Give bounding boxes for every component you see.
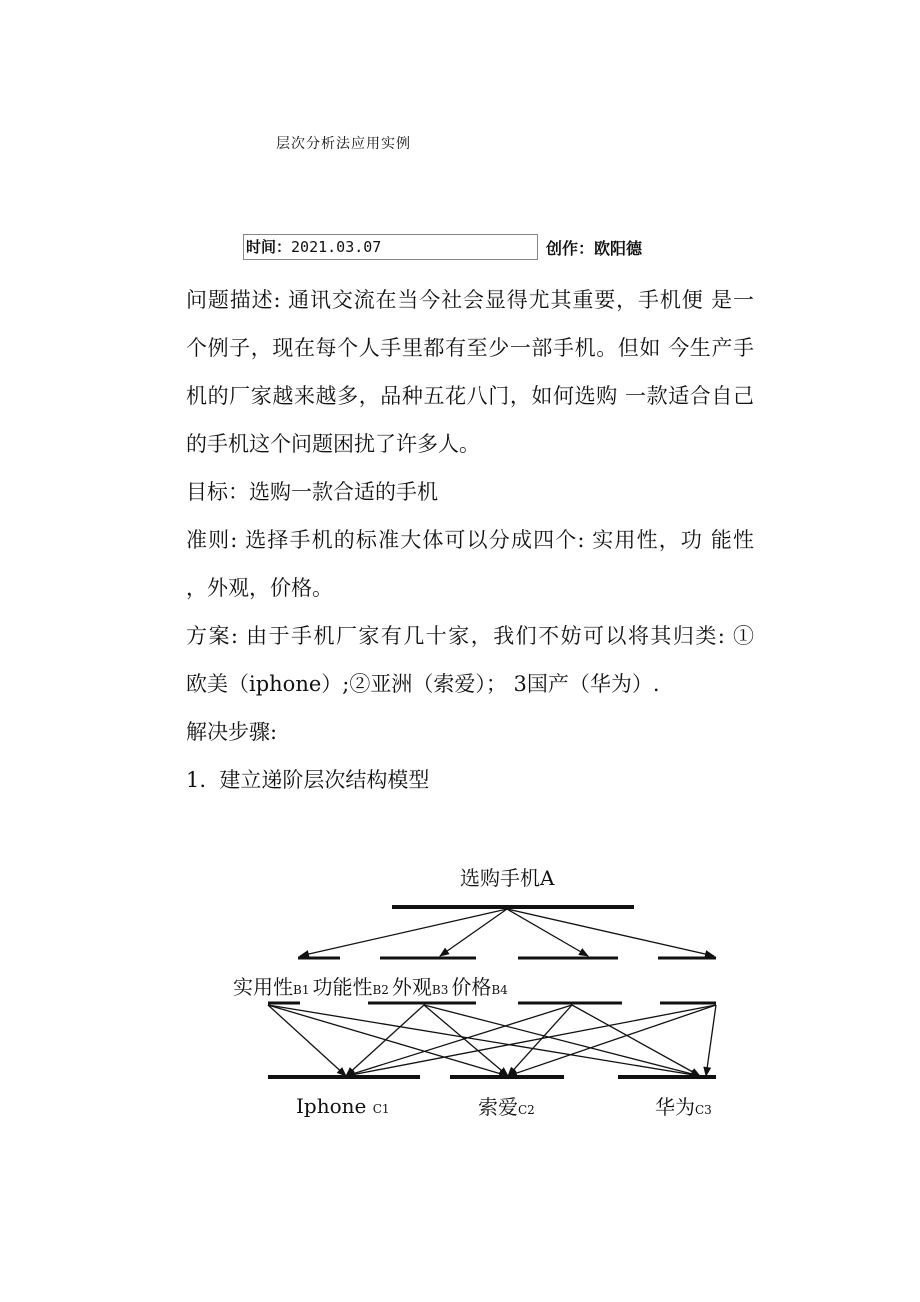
time-label: 时间： [246, 238, 292, 256]
criterion-b3-label: 外观 [391, 975, 432, 999]
problem-line: 机的厂家越来越多，品种五花八门，如何选购 一款适合自己 [186, 384, 754, 408]
step-1-heading: 1. 建立递阶层次结构模型 [186, 768, 430, 792]
criteria-alternative-arrows [268, 1005, 716, 1076]
steps-heading: 解决步骤: [186, 720, 278, 744]
time-field [243, 234, 538, 260]
criterion-b4-subscript: B4 [491, 983, 508, 997]
alternative-c1 [296, 1094, 390, 1118]
problem-line: 的手机这个问题困扰了许多人。 [186, 432, 480, 456]
author-label: 创作：欧阳德 [546, 239, 643, 258]
alternative-c1-label: Iphone [296, 1094, 373, 1118]
problem-line: 问题描述: 通讯交流在当今社会显得尤其重要，手机便 是一 [186, 288, 754, 312]
criterion-b4-label: 价格 [451, 975, 492, 999]
alternative-c3-label: 华为 [655, 1095, 695, 1119]
document-title: 层次分析法应用实例 [276, 136, 411, 152]
scheme-line: 欧美（iphone）;②亚洲（索爱）； 3国产（华为）. [186, 672, 660, 696]
criterion-b1-label: 实用性 [233, 975, 293, 999]
goal-criteria-arrows [300, 909, 714, 956]
alternative-c3 [655, 1095, 712, 1119]
criteria-line: ，外观，价格。 [186, 576, 333, 600]
goal-line: 目标：选购一款合适的手机 [186, 480, 438, 504]
alternative-c1-subscript: C1 [372, 1102, 390, 1116]
criteria-labels [233, 975, 508, 999]
alternative-c2-label: 索爱 [478, 1095, 518, 1119]
hierarchy-diagram [0, 850, 920, 1150]
criterion-b2-subscript: B2 [372, 983, 389, 997]
alternative-c2 [478, 1095, 535, 1119]
criterion-b2-label: 功能性 [312, 975, 373, 999]
criteria-line: 准则: 选择手机的标准大体可以分成四个: 实用性，功 能性 [186, 528, 754, 552]
criterion-b3-subscript: B3 [431, 983, 449, 997]
alternative-c2-subscript: C2 [518, 1103, 535, 1117]
criterion-b1-subscript: B1 [293, 983, 310, 997]
goal-node-label: 选购手机A [460, 866, 555, 890]
problem-description [186, 276, 754, 804]
scheme-line: 方案: 由于手机厂家有几十家，我们不妨可以将其归类: ① [186, 624, 754, 648]
alternative-c3-subscript: C3 [695, 1103, 712, 1117]
problem-line: 个例子，现在每个人手里都有至少一部手机。但如 今生产手 [186, 336, 754, 360]
time-value: 2021.03.07 [291, 238, 382, 256]
